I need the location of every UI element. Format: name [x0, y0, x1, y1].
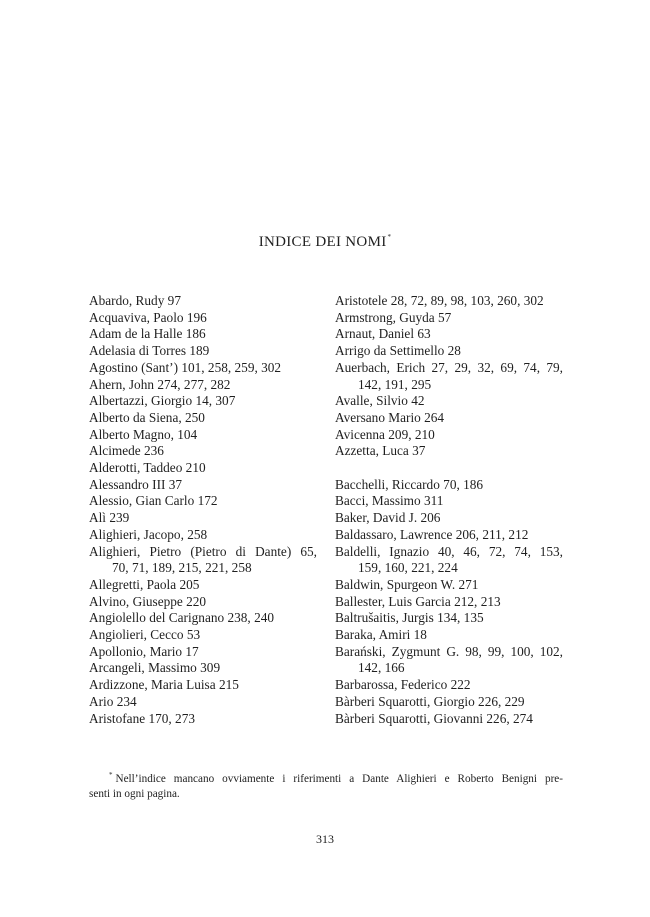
index-entry-line: Ardizzone, Maria Luisa 215	[89, 677, 239, 693]
index-entry-line: Baker, David J. 206	[335, 510, 441, 526]
index-entry	[89, 326, 317, 343]
index-entry-line: Agostino (Sant’) 101, 258, 259, 302	[89, 359, 282, 375]
index-entry-line: Armstrong, Guyda 57	[335, 309, 452, 325]
index-entry-line: Baldassaro, Lawrence 206, 211, 212	[335, 526, 529, 542]
index-entry	[89, 377, 317, 394]
index-entry-line: Apollonio, Mario 17	[89, 643, 199, 659]
index-entry-line: Barański, Zygmunt G. 98, 99, 100, 102,	[335, 643, 563, 659]
index-entry-line: Angiolello del Carignano 238, 240	[89, 610, 275, 626]
index-entry	[89, 293, 317, 310]
index-entry	[335, 493, 563, 510]
index-entry-line: Ballester, Luis Garcia 212, 213	[335, 593, 501, 609]
index-entry-line: Alessio, Gian Carlo 172	[89, 493, 218, 509]
footnote-mark: *	[109, 771, 113, 779]
index-entry	[335, 343, 563, 360]
index-entry	[89, 627, 317, 644]
index-entry-line: Alderotti, Taddeo 210	[89, 460, 206, 476]
index-entry-line: Alberto da Siena, 250	[89, 409, 205, 425]
index-entry-line: Arcangeli, Massimo 309	[89, 660, 221, 676]
index-entry	[335, 594, 563, 611]
index-entry-line: Ario 234	[89, 693, 137, 709]
index-entry	[89, 711, 317, 728]
index-entry	[335, 527, 563, 544]
index-entry	[89, 393, 317, 410]
index-entry-line: Arnaut, Daniel 63	[335, 326, 431, 342]
index-entry	[335, 360, 563, 393]
index-entry	[89, 660, 317, 677]
index-entry-line: Aversano Mario 264	[335, 409, 445, 425]
index-entry	[89, 343, 317, 360]
index-entry-line: Adelasia di Torres 189	[89, 343, 210, 359]
index-entry-line: Baltrušaitis, Jurgis 134, 135	[335, 610, 484, 626]
index-entry-line: Alvino, Giuseppe 220	[89, 593, 207, 609]
index-entry	[335, 410, 563, 427]
index-entry-line: Alberto Magno, 104	[89, 426, 198, 442]
index-entry-line: Acquaviva, Paolo 196	[89, 309, 207, 325]
index-entry-line: Angiolieri, Cecco 53	[89, 627, 201, 643]
index-entry-line: Allegretti, Paola 205	[89, 576, 200, 592]
index-entry	[89, 527, 317, 544]
index-entry-line: Baraka, Amiri 18	[335, 627, 427, 643]
index-entry	[335, 694, 563, 711]
index-entry-continuation: 142, 166	[358, 660, 405, 676]
index-entry	[335, 677, 563, 694]
index-column-left	[89, 293, 317, 727]
index-entry	[89, 360, 317, 377]
index-entry-continuation: 159, 160, 221, 224	[358, 560, 458, 576]
index-entry-line: Bàrberi Squarotti, Giovanni 226, 274	[335, 710, 533, 726]
index-entry	[335, 310, 563, 327]
index-entry-line: Auerbach, Erich 27, 29, 32, 69, 74, 79,	[335, 359, 563, 375]
index-column-right	[335, 293, 563, 727]
letter-group-gap	[335, 460, 563, 477]
index-entry-line: Abardo, Rudy 97	[89, 293, 181, 308]
index-entry	[335, 577, 563, 594]
index-entry	[335, 610, 563, 627]
index-entry-line: Arrigo da Settimello 28	[335, 343, 461, 359]
index-entry-continuation: 70, 71, 189, 215, 221, 258	[112, 560, 252, 576]
index-entry	[335, 477, 563, 494]
index-entry-line: Aristofane 170, 273	[89, 710, 195, 726]
index-entry	[89, 510, 317, 527]
footnote-line-2: senti in ogni pagina.	[89, 788, 180, 800]
index-entry	[335, 510, 563, 527]
index-entry-line: Ahern, John 274, 277, 282	[89, 376, 231, 392]
page-number: 313	[316, 832, 334, 846]
index-entry-line: Aristotele 28, 72, 89, 98, 103, 260, 302	[335, 293, 544, 308]
index-entry	[89, 677, 317, 694]
index-entry	[89, 477, 317, 494]
footnote-line-1: Nell’indice mancano ovviamente i riferimenti a Dante Alighieri e Roberto Benigni pre-	[115, 773, 563, 785]
index-entry	[89, 310, 317, 327]
index-entry	[335, 711, 563, 728]
index-entry	[89, 694, 317, 711]
index-entry-line: Alì 239	[89, 510, 130, 526]
index-entry	[89, 410, 317, 427]
index-entry	[89, 644, 317, 661]
index-entry	[89, 577, 317, 594]
index-entry	[89, 493, 317, 510]
index-entry-continuation: 142, 191, 295	[358, 376, 432, 392]
index-entry	[335, 427, 563, 444]
index-entry-line: Bacci, Massimo 311	[335, 493, 444, 509]
index-entry	[89, 443, 317, 460]
index-entry-line: Azzetta, Luca 37	[335, 443, 426, 459]
footnote	[89, 768, 563, 802]
index-entry	[89, 427, 317, 444]
index-entry-line: Adam de la Halle 186	[89, 326, 206, 342]
index-entry-line: Albertazzi, Giorgio 14, 307	[89, 393, 236, 409]
index-entry	[335, 627, 563, 644]
index-entry	[335, 443, 563, 460]
index-entry	[335, 644, 563, 677]
index-entry-line: Barbarossa, Federico 222	[335, 677, 471, 693]
index-entry-line: Alighieri, Jacopo, 258	[89, 526, 208, 542]
index-entry	[89, 594, 317, 611]
index-entry	[335, 293, 563, 310]
index-entry-line: Alcimede 236	[89, 443, 164, 459]
index-entry	[89, 460, 317, 477]
index-entry-line: Alighieri, Pietro (Pietro di Dante) 65,	[89, 543, 317, 559]
index-entry-line: Bàrberi Squarotti, Giorgio 226, 229	[335, 693, 525, 709]
index-entry	[335, 393, 563, 410]
index-entry-line: Bacchelli, Riccardo 70, 186	[335, 476, 484, 492]
index-entry-line: Avicenna 209, 210	[335, 426, 435, 442]
index-entry	[89, 610, 317, 627]
index-entry-line: Alessandro III 37	[89, 476, 183, 492]
index-entry-line: Baldwin, Spurgeon W. 271	[335, 576, 479, 592]
index-entry-line: Baldelli, Ignazio 40, 46, 72, 74, 153,	[335, 543, 563, 559]
index-entry	[335, 544, 563, 577]
index-entry-line: Avalle, Silvio 42	[335, 393, 425, 409]
index-entry	[89, 544, 317, 577]
footnote-marker: *	[387, 233, 392, 241]
index-entry	[335, 326, 563, 343]
page-title: INDICE DEI NOMI*	[258, 233, 392, 250]
